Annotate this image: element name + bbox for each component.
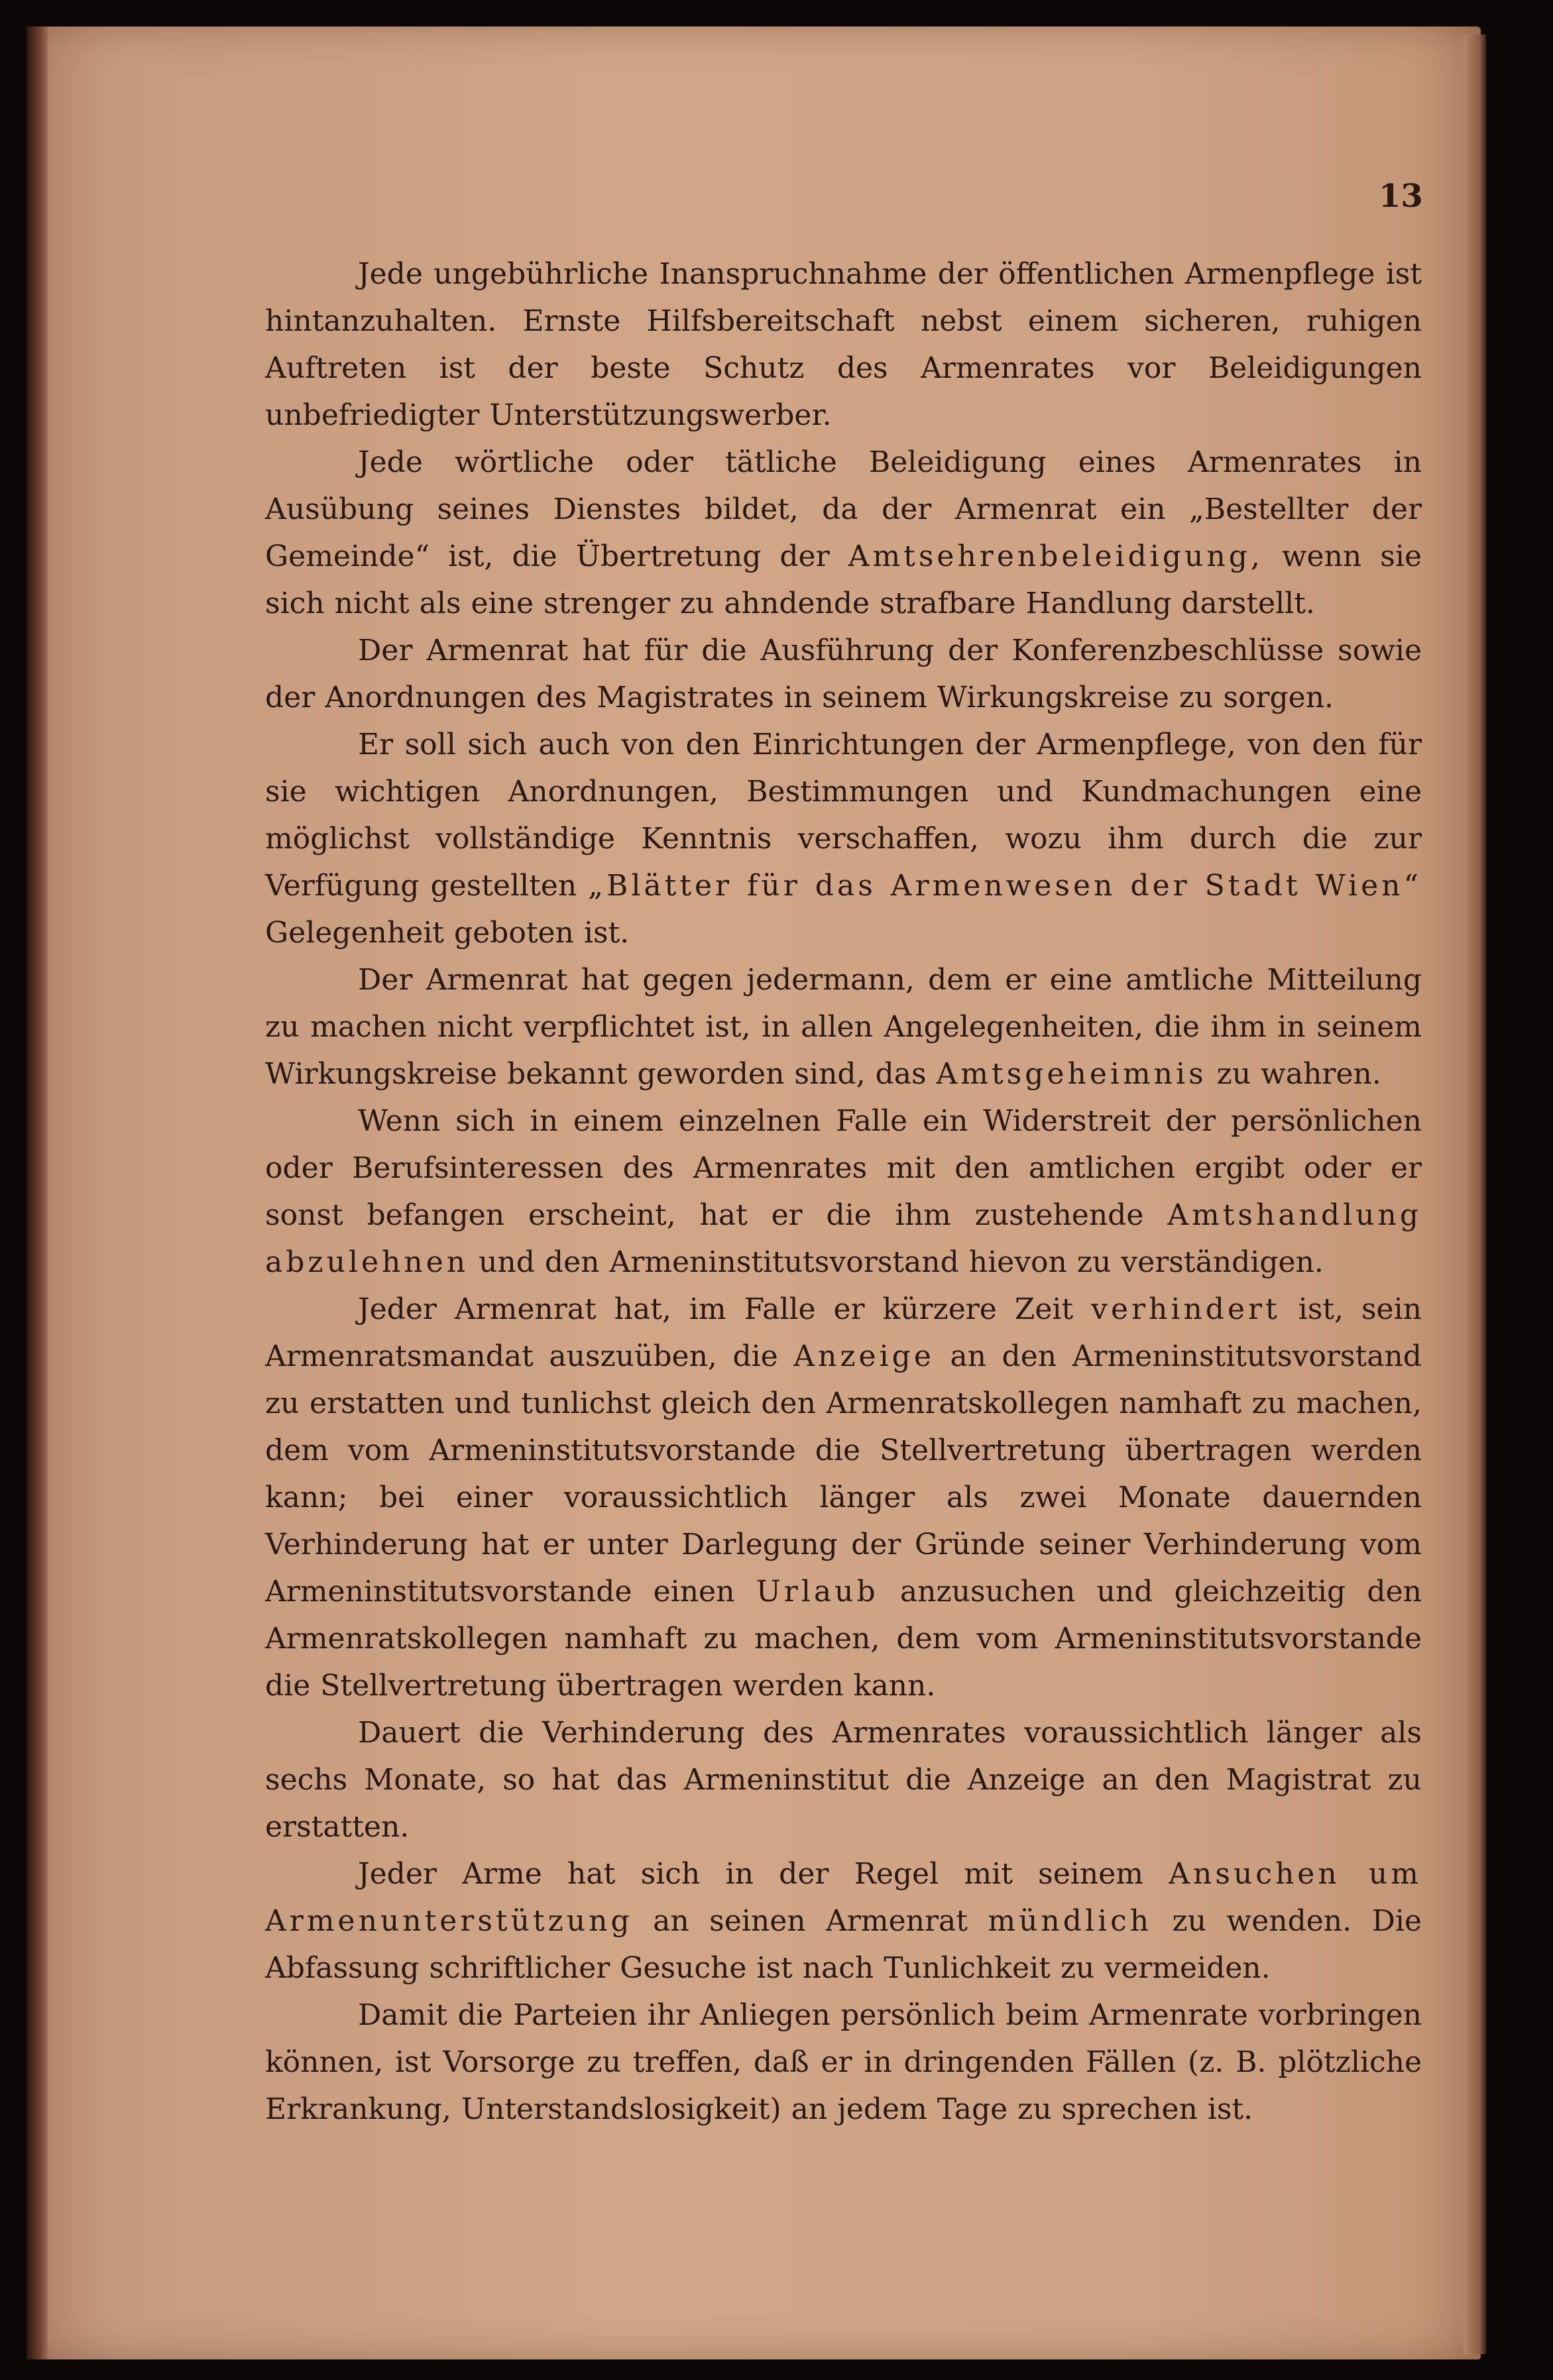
paragraph-8: Dauert die Verhinderung des Armenrates voraussichtlich länger als sechs Monate, so hat das Armeninstitut die Anzeige an den Magistrat zu erstatten.	[265, 1716, 1422, 1844]
paragraph-2	[265, 439, 1422, 627]
paragraph-9	[265, 1850, 1422, 1992]
paragraph-4-text-a: Er soll sich auch von den Einrichtungen der Armenpflege, von den für sie wichtigen Anordnungen, Bestimmungen und Kundmachungen eine möglichst vollständige Kenntnis verschaffen, wozu ihm durch die zur Verfügung gestellten	[265, 728, 1422, 903]
paragraph-4	[265, 721, 1422, 956]
paragraph-6	[265, 1098, 1422, 1286]
paragraph-10: Damit die Parteien ihr Anliegen persönlich beim Armenrate vorbringen können, ist Vorsorge zu treffen, daß er in dringenden Fällen (z. B. plötzliche Erkrankung, Unterstandslosigkeit) an jedem Tage zu sprechen ist.	[265, 1998, 1422, 2126]
paragraph-5-emphasis: Amtsgeheimnis	[936, 1057, 1207, 1091]
paragraph-7-emphasis-2: Anzeige	[793, 1339, 935, 1373]
paragraph-2-emphasis: Amtsehrenbeleidigung,	[848, 539, 1263, 573]
paragraph-7-emphasis-3: Urlaub	[756, 1575, 879, 1609]
paragraph-7-text-a: Jeder Armenrat hat, im Falle er kürzere Zeit	[358, 1292, 1074, 1326]
paragraph-7-text-b: ist, sein Armenratsmandat auszuüben, die	[265, 1292, 1422, 1373]
paragraph-4-emphasis: „Blätter für das Armenwesen der Stadt Wien“	[588, 869, 1422, 903]
paragraph-5-text-b: zu wahren.	[1216, 1057, 1381, 1091]
book-binding-edge	[27, 27, 48, 2359]
paragraph-1: Jede ungebührliche Inanspruchnahme der öffentlichen Armenpflege ist hintanzuhalten. Ernste Hilfsbereitschaft nebst einem sicheren, ruhigen Auftreten ist der beste Schutz des Armenrates vor Beleidigungen unbefriedigter Unterstützungswerber.	[265, 257, 1422, 432]
paragraph-7-text-d: anzusuchen und gleichzeitig den Armenratskollegen namhaft zu machen, dem vom Armeninstitutsvorstande die Stellvertretung übertragen werden kann.	[265, 1575, 1422, 1703]
paragraph-7	[265, 1286, 1422, 1709]
paragraph-2-text-a: Jede wörtliche oder tätliche Beleidigung eines Armenrates in Ausübung seines Dienstes bildet, da der Armenrat ein „Bestellter der Gemeinde“ ist, die Übertretung der	[265, 445, 1422, 573]
paragraph-9-text-b: an seinen Armenrat	[653, 1904, 968, 1938]
paragraph-3: Der Armenrat hat für die Ausführung der Konferenzbeschlüsse sowie der Anordnungen des Magistrates in seinem Wirkungskreise zu sorgen.	[265, 634, 1422, 714]
paragraph-4-text-b: Gelegenheit geboten ist.	[265, 916, 630, 950]
body-text	[265, 251, 1422, 2133]
paragraph-7-emphasis-1: verhindert	[1091, 1292, 1281, 1326]
paragraph-2-text-b: wenn sie sich nicht als eine strenger zu ahndende strafbare Handlung darstellt.	[265, 539, 1422, 620]
paragraph-9-text-c: zu wenden. Die Abfassung schriftlicher Gesuche ist nach Tunlichkeit zu vermeiden.	[265, 1904, 1422, 1985]
paragraph-6-emphasis: Amtshandlung abzulehnen	[265, 1198, 1422, 1279]
paragraph-7-text-c: an den Armeninstitutsvorstand zu erstatten und tunlichst gleich den Armenratskollegen namhaft zu machen, dem vom Armeninstitutsvorstande die Stellvertretung übertragen werden kann; bei einer voraussichtlich länger als zwei Monate dauernden Verhinderung hat er unter Darlegung der Gründe seiner Verhinderung vom Armeninstitutsvorstande einen	[265, 1339, 1422, 1609]
paragraph-9-emphasis-2: mündlich	[988, 1904, 1153, 1938]
paragraph-5	[265, 956, 1422, 1098]
paragraph-6-text-b: und den Armeninstitutsvorstand hievon zu verständigen.	[479, 1245, 1324, 1279]
paragraph-5-text-a: Der Armenrat hat gegen jedermann, dem er eine amtliche Mitteilung zu machen nicht verpflichtet ist, in allen Angelegenheiten, die ihm in seinem Wirkungskreise bekannt geworden sind, das	[265, 963, 1422, 1091]
paragraph-6-text-a: Wenn sich in einem einzelnen Falle ein Widerstreit der persönlichen oder Berufsinteressen des Armenrates mit den amtlichen ergibt oder er sonst befangen erscheint, hat er die ihm zustehende	[265, 1104, 1422, 1232]
page-number: 13	[1379, 178, 1423, 215]
paragraph-9-emphasis-1: Ansuchen um Armenunterstützung	[265, 1857, 1422, 1938]
paragraph-9-text-a: Jeder Arme hat sich in der Regel mit seinem	[358, 1857, 1143, 1891]
page-right-edge	[1464, 34, 1486, 2354]
